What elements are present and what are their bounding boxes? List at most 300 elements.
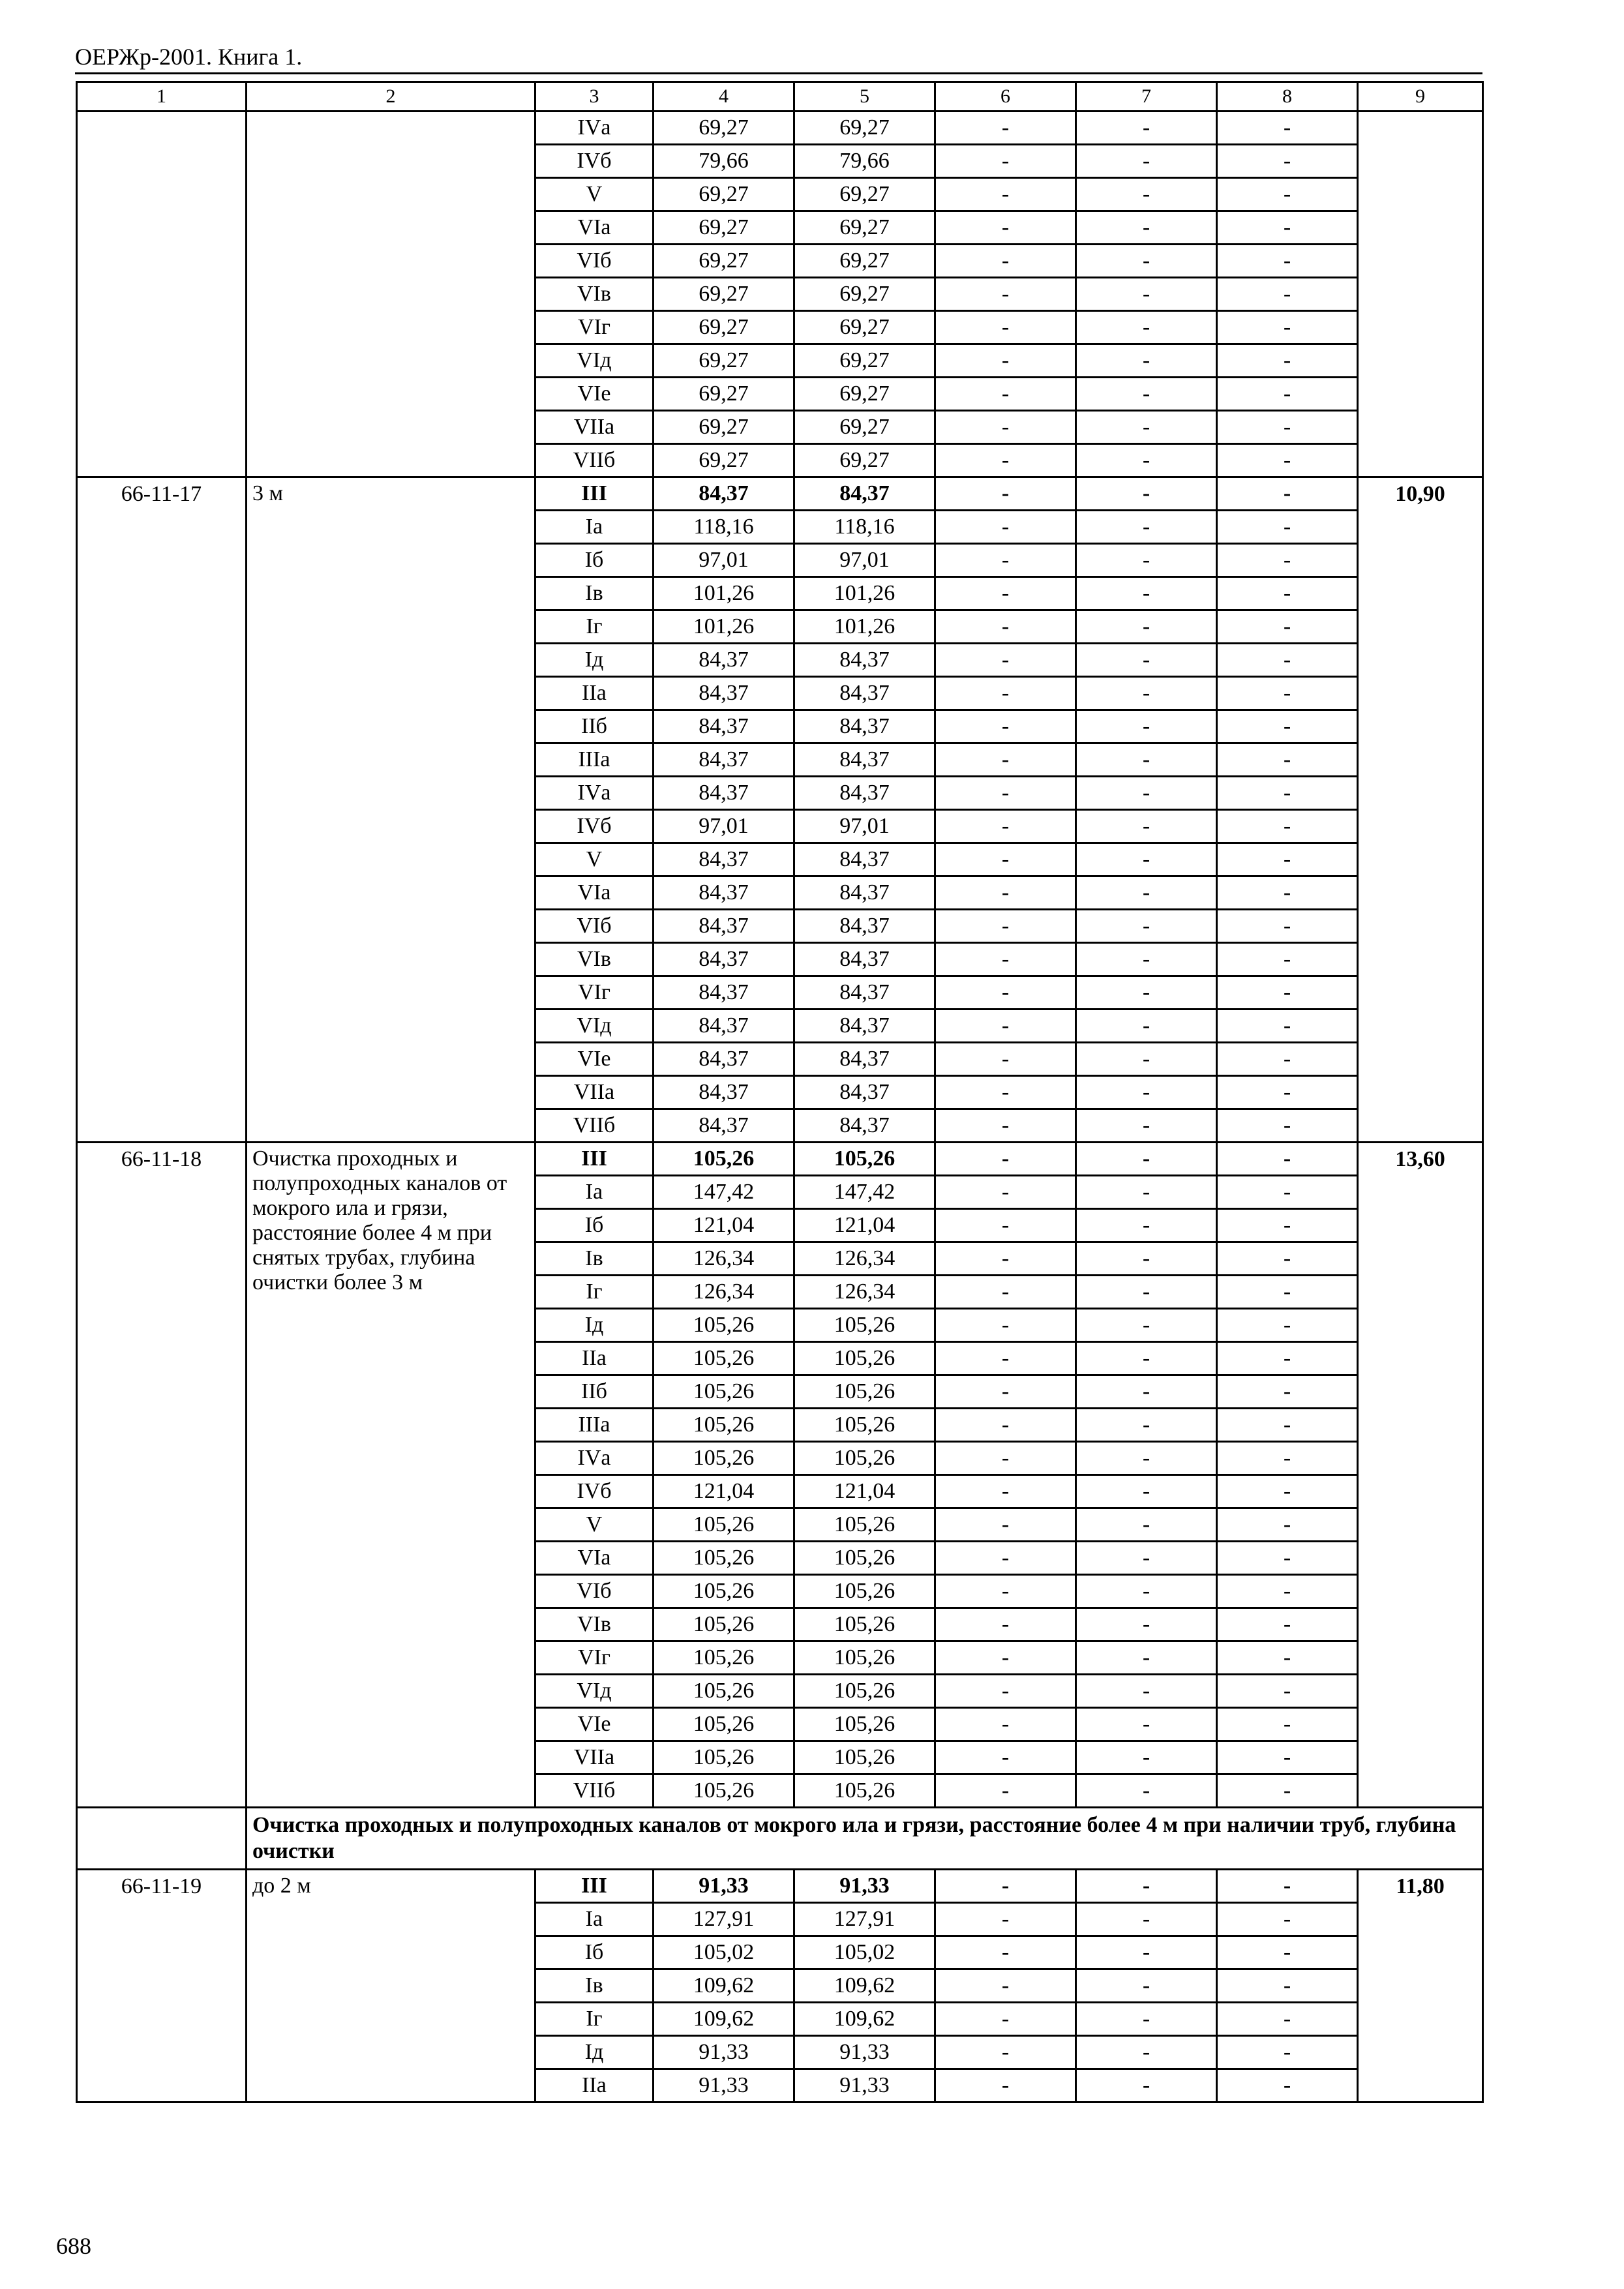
zone-code: V [535,843,654,876]
wages: 79,66 [794,145,935,178]
machine-cost: - [935,1242,1076,1276]
machine-cost: - [935,1442,1076,1475]
materials: - [1217,245,1358,278]
total-cost: 126,34 [654,1276,794,1309]
wages: 105,26 [794,1542,935,1575]
rate-code: 66-11-17 [77,477,247,1143]
zone-code: VIIа [535,411,654,444]
machine-cost: - [935,1774,1076,1808]
machine-cost: - [935,577,1076,610]
machine-cost: - [935,743,1076,777]
materials: - [1217,544,1358,577]
machine-cost: - [935,1109,1076,1143]
wages: 126,34 [794,1276,935,1309]
machinist-wages: - [1076,311,1217,344]
document-header-title: ОЕРЖр-2001. Книга 1. [75,44,303,70]
total-cost: 105,26 [654,1409,794,1442]
total-cost: 105,26 [654,1442,794,1475]
machinist-wages: - [1076,1741,1217,1774]
machinist-wages: - [1076,1475,1217,1508]
machine-cost: - [935,1342,1076,1375]
table-row [77,1870,1483,1903]
machinist-wages: - [1076,1409,1217,1442]
machine-cost: - [935,1409,1076,1442]
wages: 84,37 [794,710,935,743]
column-number: 6 [935,82,1076,112]
zone-code: IIIа [535,1409,654,1442]
machinist-wages: - [1076,1936,1217,1969]
machine-cost: - [935,511,1076,544]
zone-code: Iа [535,1176,654,1209]
wages: 84,37 [794,743,935,777]
machinist-wages: - [1076,1242,1217,1276]
materials: - [1217,1542,1358,1575]
total-cost: 69,27 [654,378,794,411]
machinist-wages: - [1076,444,1217,477]
machinist-wages: - [1076,1608,1217,1641]
total-cost: 84,37 [654,1109,794,1143]
machine-cost: - [935,1936,1076,1969]
labor-cost: 10,90 [1358,477,1483,1143]
machinist-wages: - [1076,810,1217,843]
machinist-wages: - [1076,1870,1217,1903]
machine-cost: - [935,943,1076,976]
wages: 118,16 [794,511,935,544]
machine-cost: - [935,1176,1076,1209]
wages: 69,27 [794,344,935,378]
materials: - [1217,2069,1358,2102]
machinist-wages: - [1076,677,1217,710]
machinist-wages: - [1076,577,1217,610]
wages: 69,27 [794,211,935,245]
total-cost: 118,16 [654,511,794,544]
wages: 69,27 [794,411,935,444]
wages: 109,62 [794,2003,935,2036]
total-cost: 105,26 [654,1508,794,1542]
total-cost: 97,01 [654,810,794,843]
machinist-wages: - [1076,943,1217,976]
materials: - [1217,1375,1358,1409]
materials: - [1217,644,1358,677]
zone-code: VIе [535,1708,654,1741]
machine-cost: - [935,2003,1076,2036]
machinist-wages: - [1076,1309,1217,1342]
zone-code: III [535,1143,654,1176]
materials: - [1217,910,1358,943]
zone-code: VIа [535,876,654,910]
machinist-wages: - [1076,843,1217,876]
machine-cost: - [935,411,1076,444]
machine-cost: - [935,477,1076,511]
wages: 105,26 [794,1575,935,1608]
machine-cost: - [935,178,1076,211]
wages: 84,37 [794,644,935,677]
materials: - [1217,1010,1358,1043]
zone-code: VIб [535,245,654,278]
zone-code: IIа [535,2069,654,2102]
wages: 105,26 [794,1741,935,1774]
total-cost: 105,26 [654,1708,794,1741]
materials: - [1217,777,1358,810]
zone-code: VIг [535,1641,654,1675]
column-number: 2 [247,82,535,112]
machinist-wages: - [1076,743,1217,777]
materials: - [1217,1043,1358,1076]
total-cost: 69,27 [654,178,794,211]
zone-code: Iб [535,1936,654,1969]
total-cost: 105,26 [654,1542,794,1575]
work-name [247,112,535,477]
materials: - [1217,1209,1358,1242]
zone-code: VIг [535,976,654,1010]
materials: - [1217,1475,1358,1508]
machine-cost: - [935,1708,1076,1741]
machine-cost: - [935,211,1076,245]
machine-cost: - [935,1209,1076,1242]
wages: 91,33 [794,2069,935,2102]
materials: - [1217,1442,1358,1475]
materials: - [1217,876,1358,910]
total-cost: 91,33 [654,2069,794,2102]
machinist-wages: - [1076,644,1217,677]
total-cost: 84,37 [654,1010,794,1043]
wages: 84,37 [794,1043,935,1076]
machine-cost: - [935,1870,1076,1903]
wages: 69,27 [794,245,935,278]
machine-cost: - [935,112,1076,145]
zone-code: VIг [535,311,654,344]
total-cost: 105,26 [654,1309,794,1342]
materials: - [1217,1242,1358,1276]
zone-code: VIа [535,211,654,245]
zone-code: VIв [535,943,654,976]
machine-cost: - [935,311,1076,344]
zone-code: VIд [535,344,654,378]
zone-code: VIд [535,1675,654,1708]
materials: - [1217,1143,1358,1176]
total-cost: 69,27 [654,411,794,444]
machinist-wages: - [1076,1542,1217,1575]
materials: - [1217,112,1358,145]
wages: 97,01 [794,544,935,577]
zone-code: IVа [535,112,654,145]
materials: - [1217,1309,1358,1342]
machinist-wages: - [1076,2069,1217,2102]
machinist-wages: - [1076,610,1217,644]
column-number: 8 [1217,82,1358,112]
materials: - [1217,1870,1358,1903]
total-cost: 69,27 [654,344,794,378]
total-cost: 79,66 [654,145,794,178]
machine-cost: - [935,843,1076,876]
machine-cost: - [935,644,1076,677]
machinist-wages: - [1076,1143,1217,1176]
total-cost: 105,26 [654,1608,794,1641]
wages: 105,26 [794,1442,935,1475]
wages: 105,26 [794,1342,935,1375]
materials: - [1217,976,1358,1010]
machine-cost: - [935,1641,1076,1675]
zone-code: Iв [535,577,654,610]
machinist-wages: - [1076,1043,1217,1076]
table-row [77,1143,1483,1176]
machine-cost: - [935,444,1076,477]
zone-code: IVб [535,145,654,178]
zone-code: VIе [535,378,654,411]
zone-code: VIе [535,1043,654,1076]
wages: 126,34 [794,1242,935,1276]
materials: - [1217,511,1358,544]
materials: - [1217,344,1358,378]
wages: 91,33 [794,2036,935,2069]
machinist-wages: - [1076,910,1217,943]
zone-code: IVб [535,1475,654,1508]
materials: - [1217,1741,1358,1774]
total-cost: 97,01 [654,544,794,577]
zone-code: Iа [535,1903,654,1936]
machine-cost: - [935,1010,1076,1043]
machine-cost: - [935,2036,1076,2069]
zone-code: IIа [535,1342,654,1375]
zone-code: IVб [535,810,654,843]
wages: 84,37 [794,976,935,1010]
wages: 69,27 [794,112,935,145]
machine-cost: - [935,976,1076,1010]
machinist-wages: - [1076,178,1217,211]
total-cost: 84,37 [654,644,794,677]
machinist-wages: - [1076,1375,1217,1409]
machinist-wages: - [1076,1641,1217,1675]
materials: - [1217,743,1358,777]
wages: 105,26 [794,1375,935,1409]
materials: - [1217,145,1358,178]
zone-code: III [535,1870,654,1903]
work-name: Очистка проходных и полупроходных каналов от мокрого ила и грязи, расстояние более 4 м при снятых трубах, глубина очистки более 3 м [247,1143,535,1808]
wages: 105,26 [794,1143,935,1176]
machine-cost: - [935,610,1076,644]
zone-code: Iв [535,1969,654,2003]
machinist-wages: - [1076,344,1217,378]
wages: 101,26 [794,610,935,644]
zone-code: Iд [535,2036,654,2069]
machine-cost: - [935,2069,1076,2102]
materials: - [1217,1176,1358,1209]
machinist-wages: - [1076,1209,1217,1242]
materials: - [1217,311,1358,344]
total-cost: 105,26 [654,1575,794,1608]
materials: - [1217,1708,1358,1741]
materials: - [1217,810,1358,843]
table-row [77,112,1483,145]
rate-code [77,112,247,477]
machinist-wages: - [1076,544,1217,577]
rate-code: 66-11-18 [77,1143,247,1808]
machine-cost: - [935,245,1076,278]
zone-code: IIIа [535,743,654,777]
column-number: 1 [77,82,247,112]
machinist-wages: - [1076,1109,1217,1143]
total-cost: 84,37 [654,743,794,777]
wages: 84,37 [794,1076,935,1109]
machine-cost: - [935,910,1076,943]
zone-code: IIб [535,710,654,743]
zone-code: VIIб [535,444,654,477]
total-cost: 84,37 [654,876,794,910]
page-number: 688 [56,2233,91,2259]
zone-code: VIв [535,1608,654,1641]
wages: 101,26 [794,577,935,610]
zone-code: Iд [535,1309,654,1342]
total-cost: 84,37 [654,843,794,876]
work-name: до 2 м [247,1870,535,2102]
wages: 121,04 [794,1475,935,1508]
work-name: 3 м [247,477,535,1143]
materials: - [1217,278,1358,311]
materials: - [1217,378,1358,411]
machine-cost: - [935,1043,1076,1076]
total-cost: 109,62 [654,1969,794,2003]
materials: - [1217,1342,1358,1375]
machinist-wages: - [1076,1176,1217,1209]
wages: 69,27 [794,278,935,311]
machinist-wages: - [1076,710,1217,743]
total-cost: 84,37 [654,1076,794,1109]
wages: 69,27 [794,444,935,477]
zone-code: IIа [535,677,654,710]
labor-cost: 13,60 [1358,1143,1483,1808]
total-cost: 69,27 [654,278,794,311]
machinist-wages: - [1076,1010,1217,1043]
materials: - [1217,1675,1358,1708]
total-cost: 84,37 [654,910,794,943]
machine-cost: - [935,1675,1076,1708]
total-cost: 121,04 [654,1475,794,1508]
machine-cost: - [935,1575,1076,1608]
machine-cost: - [935,544,1076,577]
wages: 69,27 [794,178,935,211]
machinist-wages: - [1076,511,1217,544]
header-rule [75,72,1482,74]
machine-cost: - [935,1741,1076,1774]
zone-code: VIIб [535,1774,654,1808]
materials: - [1217,1903,1358,1936]
total-cost: 147,42 [654,1176,794,1209]
materials: - [1217,710,1358,743]
materials: - [1217,1641,1358,1675]
group-heading: Очистка проходных и полупроходных каналов от мокрого ила и грязи, расстояние более 4 м при наличии труб, глубина очистки [247,1808,1483,1870]
zone-code: VIб [535,910,654,943]
machinist-wages: - [1076,1442,1217,1475]
zone-code: VIIб [535,1109,654,1143]
total-cost: 69,27 [654,112,794,145]
zone-code: Iг [535,2003,654,2036]
machine-cost: - [935,710,1076,743]
machinist-wages: - [1076,1708,1217,1741]
wages: 97,01 [794,810,935,843]
materials: - [1217,1774,1358,1808]
zone-code: VIб [535,1575,654,1608]
materials: - [1217,1276,1358,1309]
total-cost: 105,26 [654,1375,794,1409]
machine-cost: - [935,777,1076,810]
total-cost: 105,02 [654,1936,794,1969]
wages: 105,26 [794,1641,935,1675]
wages: 84,37 [794,910,935,943]
machine-cost: - [935,145,1076,178]
zone-code: Iд [535,644,654,677]
total-cost: 84,37 [654,477,794,511]
wages: 105,26 [794,1409,935,1442]
materials: - [1217,577,1358,610]
materials: - [1217,1969,1358,2003]
total-cost: 69,27 [654,211,794,245]
total-cost: 105,26 [654,1675,794,1708]
machinist-wages: - [1076,1342,1217,1375]
column-number: 7 [1076,82,1217,112]
materials: - [1217,211,1358,245]
total-cost: 69,27 [654,444,794,477]
machine-cost: - [935,1309,1076,1342]
zone-code: V [535,1508,654,1542]
machinist-wages: - [1076,245,1217,278]
total-cost: 105,26 [654,1774,794,1808]
zone-code: Iг [535,610,654,644]
materials: - [1217,477,1358,511]
zone-code: Iб [535,544,654,577]
total-cost: 84,37 [654,976,794,1010]
machinist-wages: - [1076,211,1217,245]
machinist-wages: - [1076,411,1217,444]
zone-code: VIв [535,278,654,311]
machinist-wages: - [1076,876,1217,910]
total-cost: 126,34 [654,1242,794,1276]
materials: - [1217,843,1358,876]
machinist-wages: - [1076,2036,1217,2069]
wages: 105,26 [794,1309,935,1342]
total-cost: 69,27 [654,311,794,344]
wages: 84,37 [794,876,935,910]
machinist-wages: - [1076,1276,1217,1309]
column-number: 5 [794,82,935,112]
machinist-wages: - [1076,1508,1217,1542]
machine-cost: - [935,876,1076,910]
total-cost: 84,37 [654,677,794,710]
machine-cost: - [935,1542,1076,1575]
labor-cost: 11,80 [1358,1870,1483,2102]
rate-code: 66-11-19 [77,1870,247,2102]
machinist-wages: - [1076,477,1217,511]
machine-cost: - [935,1969,1076,2003]
materials: - [1217,1076,1358,1109]
column-number: 9 [1358,82,1483,112]
total-cost: 84,37 [654,777,794,810]
total-cost: 105,26 [654,1342,794,1375]
total-cost: 105,26 [654,1741,794,1774]
wages: 84,37 [794,677,935,710]
zone-code: IVа [535,1442,654,1475]
zone-code: Iб [535,1209,654,1242]
zone-code: VIд [535,1010,654,1043]
materials: - [1217,1608,1358,1641]
machine-cost: - [935,1276,1076,1309]
total-cost: 91,33 [654,2036,794,2069]
zone-code: Iв [535,1242,654,1276]
zone-code: VIIа [535,1076,654,1109]
machine-cost: - [935,677,1076,710]
wages: 105,26 [794,1608,935,1641]
wages: 84,37 [794,843,935,876]
machinist-wages: - [1076,1774,1217,1808]
